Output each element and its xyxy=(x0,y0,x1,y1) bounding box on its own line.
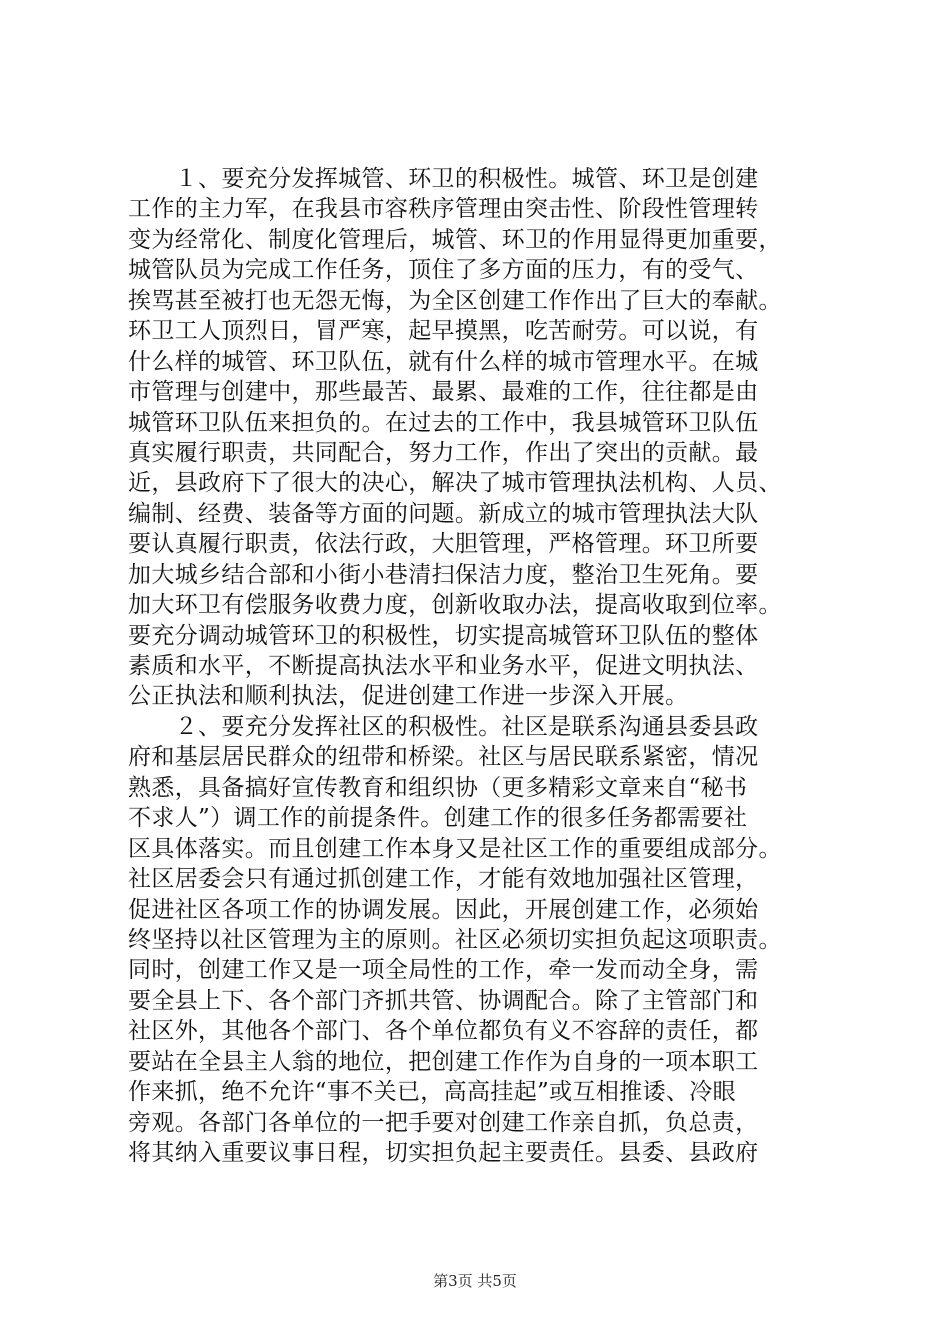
text-line: 促进社区各项工作的协调发展。因此，开展创建工作，必须始 xyxy=(128,896,759,923)
text-line: 将其纳入重要议事日程，切实担负起主要责任。县委、县政府 xyxy=(128,1140,759,1166)
text-line: 变为经常化、制度化管理后，城管、环卫的作用显得更加重要， xyxy=(128,226,782,253)
text-line: 不求人”）调工作的前提条件。创建工作的很多任务都需要社 xyxy=(128,805,748,832)
text-line: 公正执法和顺利执法，促进创建工作进一步深入开展。 xyxy=(128,683,689,710)
text-line: 要站在全县主人翁的地位，把创建工作作为自身的一项本职工 xyxy=(128,1048,759,1075)
text-line: 旁观。各部门各单位的一把手要对创建工作亲自抓，负总责， xyxy=(128,1109,759,1136)
text-line: 熟悉，具备搞好宣传教育和组织协（更多精彩文章来自“秘书 xyxy=(128,774,748,801)
text-line: 终坚持以社区管理为主的原则。社区必须切实担负起这项职责。 xyxy=(128,926,782,953)
text-line: 什么样的城管、环卫队伍，就有什么样的城市管理水平。在城 xyxy=(128,348,759,375)
text-line: 作来抓，绝不允许“事不关已，高高挂起”或互相推诿、冷眼 xyxy=(128,1079,736,1106)
text-line: 社区居委会只有通过抓创建工作，才能有效地加强社区管理， xyxy=(128,866,759,893)
page-footer: 第3页 共5页 xyxy=(433,1272,517,1290)
body-text xyxy=(128,164,830,1168)
text-line: 加大环卫有偿服务收费力度，创新收取办法，提高收取到位率。 xyxy=(128,592,782,619)
text-line: 要认真履行职责，依法行政，大胆管理，严格管理。环卫所要 xyxy=(128,531,759,558)
text-line: 区具体落实。而且创建工作本身又是社区工作的重要组成部分。 xyxy=(128,835,782,862)
text-line: 城管队员为完成工作任务，顶住了多方面的压力，有的受气、 xyxy=(128,257,759,284)
text-line: 素质和水平，不断提高执法水平和业务水平，促进文明执法、 xyxy=(128,653,759,679)
text-line: 社区外，其他各个部门、各个单位都负有义不容辞的责任，都 xyxy=(128,1018,759,1045)
text-line: 编制、经费、装备等方面的问题。新成立的城市管理执法大队 xyxy=(128,500,759,527)
text-line: 府和基层居民群众的纽带和桥梁。社区与居民联系紧密，情况 xyxy=(128,744,759,771)
text-line: 市管理与创建中，那些最苦、最累、最难的工作，往往都是由 xyxy=(128,379,759,406)
text-line: １、要充分发挥城管、环卫的积极性。城管、环卫是创建 xyxy=(128,166,759,192)
text-line: 真实履行职责，共同配合，努力工作，作出了突出的贡献。最 xyxy=(128,439,759,466)
text-line: 工作的主力军，在我县市容秩序管理由突击性、阶段性管理转 xyxy=(128,196,759,223)
text-line: 城管环卫队伍来担负的。在过去的工作中，我县城管环卫队伍 xyxy=(128,409,759,436)
text-line: 要充分调动城管环卫的积极性，切实提高城管环卫队伍的整体 xyxy=(128,622,759,649)
text-line: 要全县上下、各个部门齐抓共管、协调配合。除了主管部门和 xyxy=(128,987,759,1014)
text-line: 环卫工人顶烈日，冒严寒，起早摸黑，吃苦耐劳。可以说，有 xyxy=(128,318,759,345)
text-line: ２、要充分发挥社区的积极性。社区是联系沟通县委县政 xyxy=(128,713,759,740)
text-line: 同时，创建工作又是一项全局性的工作，牵一发而动全身，需 xyxy=(128,957,759,984)
text-line: 加大城乡结合部和小街小巷清扫保洁力度，整治卫生死角。要 xyxy=(128,561,759,588)
text-line: 挨骂甚至被打也无怨无悔，为全区创建工作作出了巨大的奉献。 xyxy=(128,287,782,314)
text-line: 近，县政府下了很大的决心，解决了城市管理执法机构、人员、 xyxy=(128,470,782,497)
